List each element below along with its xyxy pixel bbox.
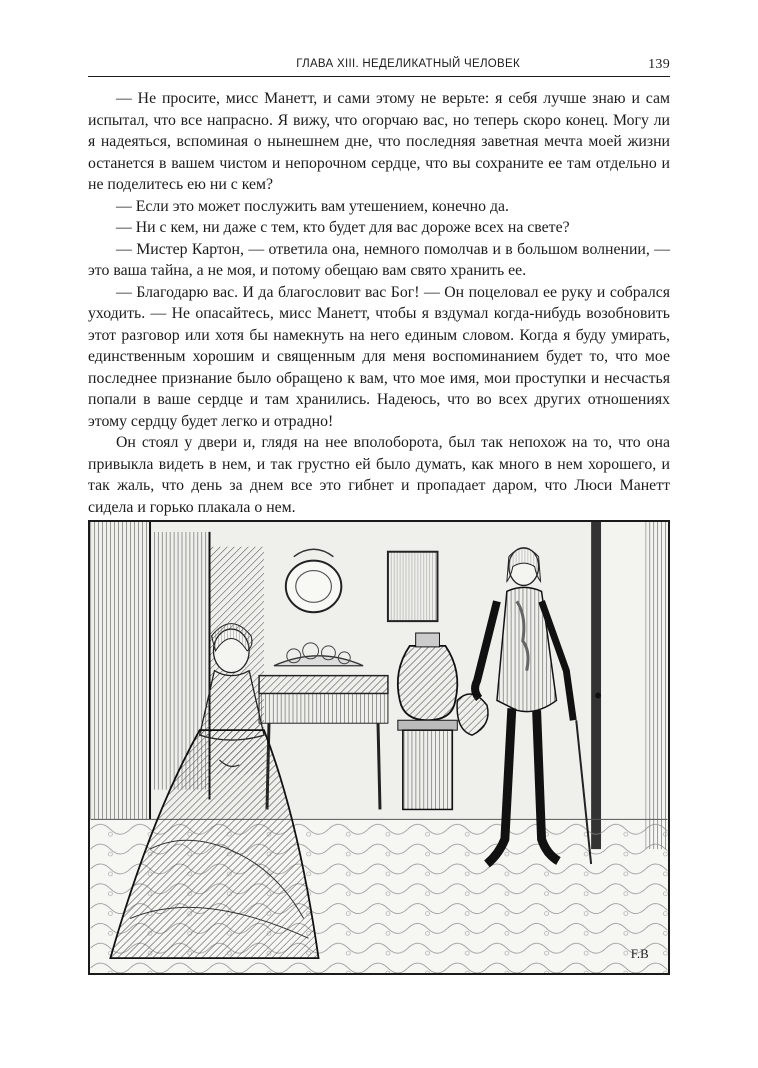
body-text <box>88 88 670 518</box>
chapter-title: ГЛАВА XIII. НЕДЕЛИКАТНЫЙ ЧЕЛОВЕК <box>296 58 520 70</box>
wall-picture <box>388 552 438 621</box>
running-head <box>88 56 670 77</box>
paragraph: — Благодарю вас. И да благословит вас Бог! — Он поцеловал ее руку и собрался уходить. — Не опасайтесь, мисс Манетт, чтобы я вздумал когда-нибудь возобновить этот разговор или хотя бы намекнуть на него единым словом. Когда я буду умирать, единственным хорошим и священным для меня воспоминанием будет то, что мое последнее признание было обращено к вам, что мое имя, мои проступки и несчастья попали в ваше сердце и там хранились. Надеюсь, что во всех других отношениях этому сердцу будет легко и отрадно! <box>88 283 670 430</box>
paragraph: Он стоял у двери и, глядя на нее вполоборота, был так непохож на то, что она привыкла видеть в нем, и так грустно ей было думать, как много в нем хорошего, и так жаль, что день за днем все это гибнет и пропадает даром, что Люси Манетт сидела и горько плакала о нем. <box>88 434 670 516</box>
paragraph: — Ни с кем, ни даже с тем, кто будет для вас дороже всех на свете? <box>116 219 570 236</box>
paragraph: — Не просите, мисс Манетт, и сами этому не верьте: я себя лучше знаю и сам испытал, что все напрасно. Я вижу, что огорчаю вас, но теперь скоро конец. Могу ли я надеяться, вспоминая о нынешнем дне, что последняя заветная мечта моей жизни останется в вашем чистом и непорочном сердце, что вы сохраните ее там отдельно и не поделитесь ею ни с кем? <box>88 90 670 193</box>
artist-monogram: F.B <box>630 947 649 962</box>
vase-on-pedestal <box>398 633 458 809</box>
engraving-scene <box>90 522 668 973</box>
doorway <box>591 522 667 849</box>
engraving-illustration <box>88 520 670 975</box>
page-number: 139 <box>648 57 670 72</box>
paragraph: — Если это может послужить вам утешением, конечно да. <box>116 197 509 215</box>
paragraph: — Мистер Картон, — ответила она, немного помолчав и в большом волнении, — это ваша тайна, а не моя, и потому обещаю вам свято хранить ее. <box>88 240 670 279</box>
